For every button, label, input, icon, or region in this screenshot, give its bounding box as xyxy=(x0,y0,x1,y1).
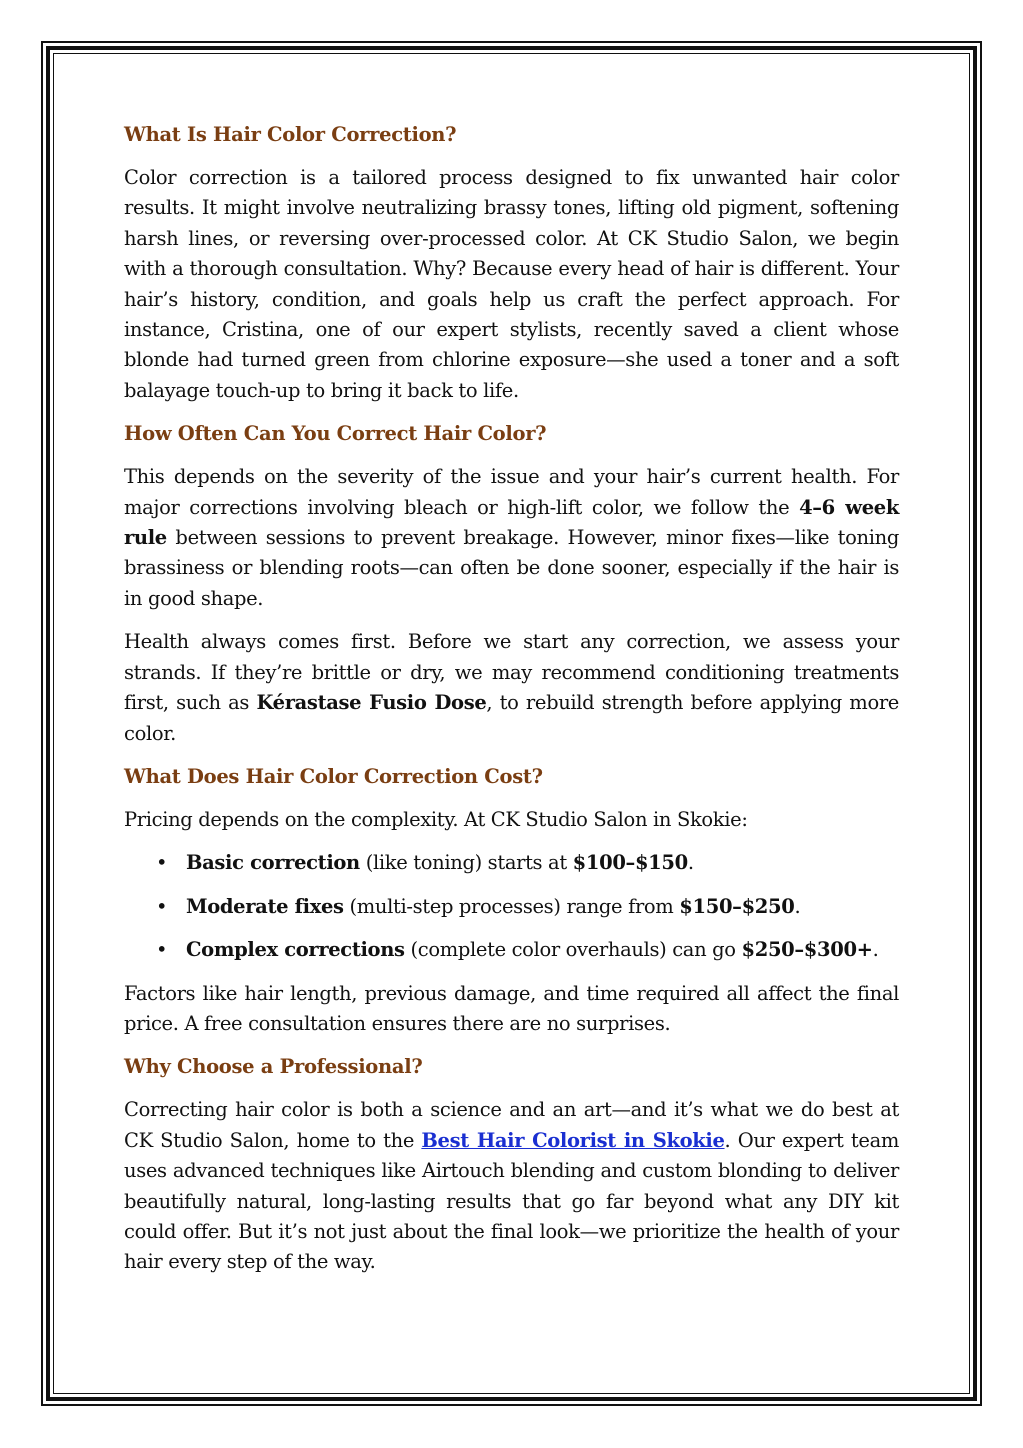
list-item: • Complex corrections (complete color overhauls) can go $250–$300+. xyxy=(186,935,899,965)
list-item: • Basic correction (like toning) starts at $100–$150. xyxy=(186,848,899,878)
paragraph-pricing-intro: Pricing depends on the complexity. At CK Studio Salon in Skokie: xyxy=(124,807,748,831)
pricing-list xyxy=(124,848,899,965)
list-item: • Moderate fixes (multi-step processes) range from $150–$250. xyxy=(186,892,899,922)
product-name: Kérastase Fusio Dose xyxy=(256,691,487,715)
paragraph-price-factors: Factors like hair length, previous damage, and time required all affect the final price. A free consultation ensures there are no surprises. xyxy=(124,981,899,1035)
heading-cost: What Does Hair Color Correction Cost? xyxy=(124,764,543,788)
best-colorist-link[interactable]: Best Hair Colorist in Skokie xyxy=(421,1128,725,1152)
paragraph-why-professional: Correcting hair color is both a science and an art—and it’s what we do best at CK Studio Salon, home to the Best Hair Colorist in Skokie. Our expert team uses advanced techniques like Airtouch blending and custom blonding to deliver beautifully natural, long-lasting results that go far beyond what any DIY kit could offer. But it’s not just about the final look—we prioritize the health of your hair every step of the way. xyxy=(124,1098,899,1274)
heading-what-is-correction: What Is Hair Color Correction? xyxy=(124,123,457,146)
paragraph-how-often: This depends on the severity of the issue and your hair’s current health. For major corrections involving bleach or high-lift color, we follow the 4–6 week rule between sessions to prevent breakage. However, minor fixes—like toning brassiness or blending roots—can often be done sooner, especially if the hair is in good shape. xyxy=(124,465,899,610)
heading-how-often: How Often Can You Correct Hair Color? xyxy=(124,422,547,446)
heading-why-professional: Why Choose a Professional? xyxy=(124,1055,423,1079)
week-rule: 4–6 week rule xyxy=(124,495,899,550)
paragraph-health-first: Health always comes first. Before we start any correction, we assess your strands. If they’re brittle or dry, we may recommend conditioning treatments first, such as Kérastase Fusio Dose, to rebuild strength before applying more color. xyxy=(124,630,900,745)
paragraph-what-is-correction: Color correction is a tailored process designed to fix unwanted hair color results. It might involve neutralizing brassy tones, lifting old pigment, softening harsh lines, or reversing over-processed color. At CK Studio Salon, we begin with a thorough consultation. Why? Because every head of hair is different. Your hair’s history, condition, and goals help us craft the perfect approach. For instance, Cristina, one of our expert stylists, recently saved a client whose blonde had turned green from chlorine exposure—she used a toner and a soft balayage touch-up to bring it back to life. xyxy=(124,166,899,402)
document-body xyxy=(124,120,899,1291)
